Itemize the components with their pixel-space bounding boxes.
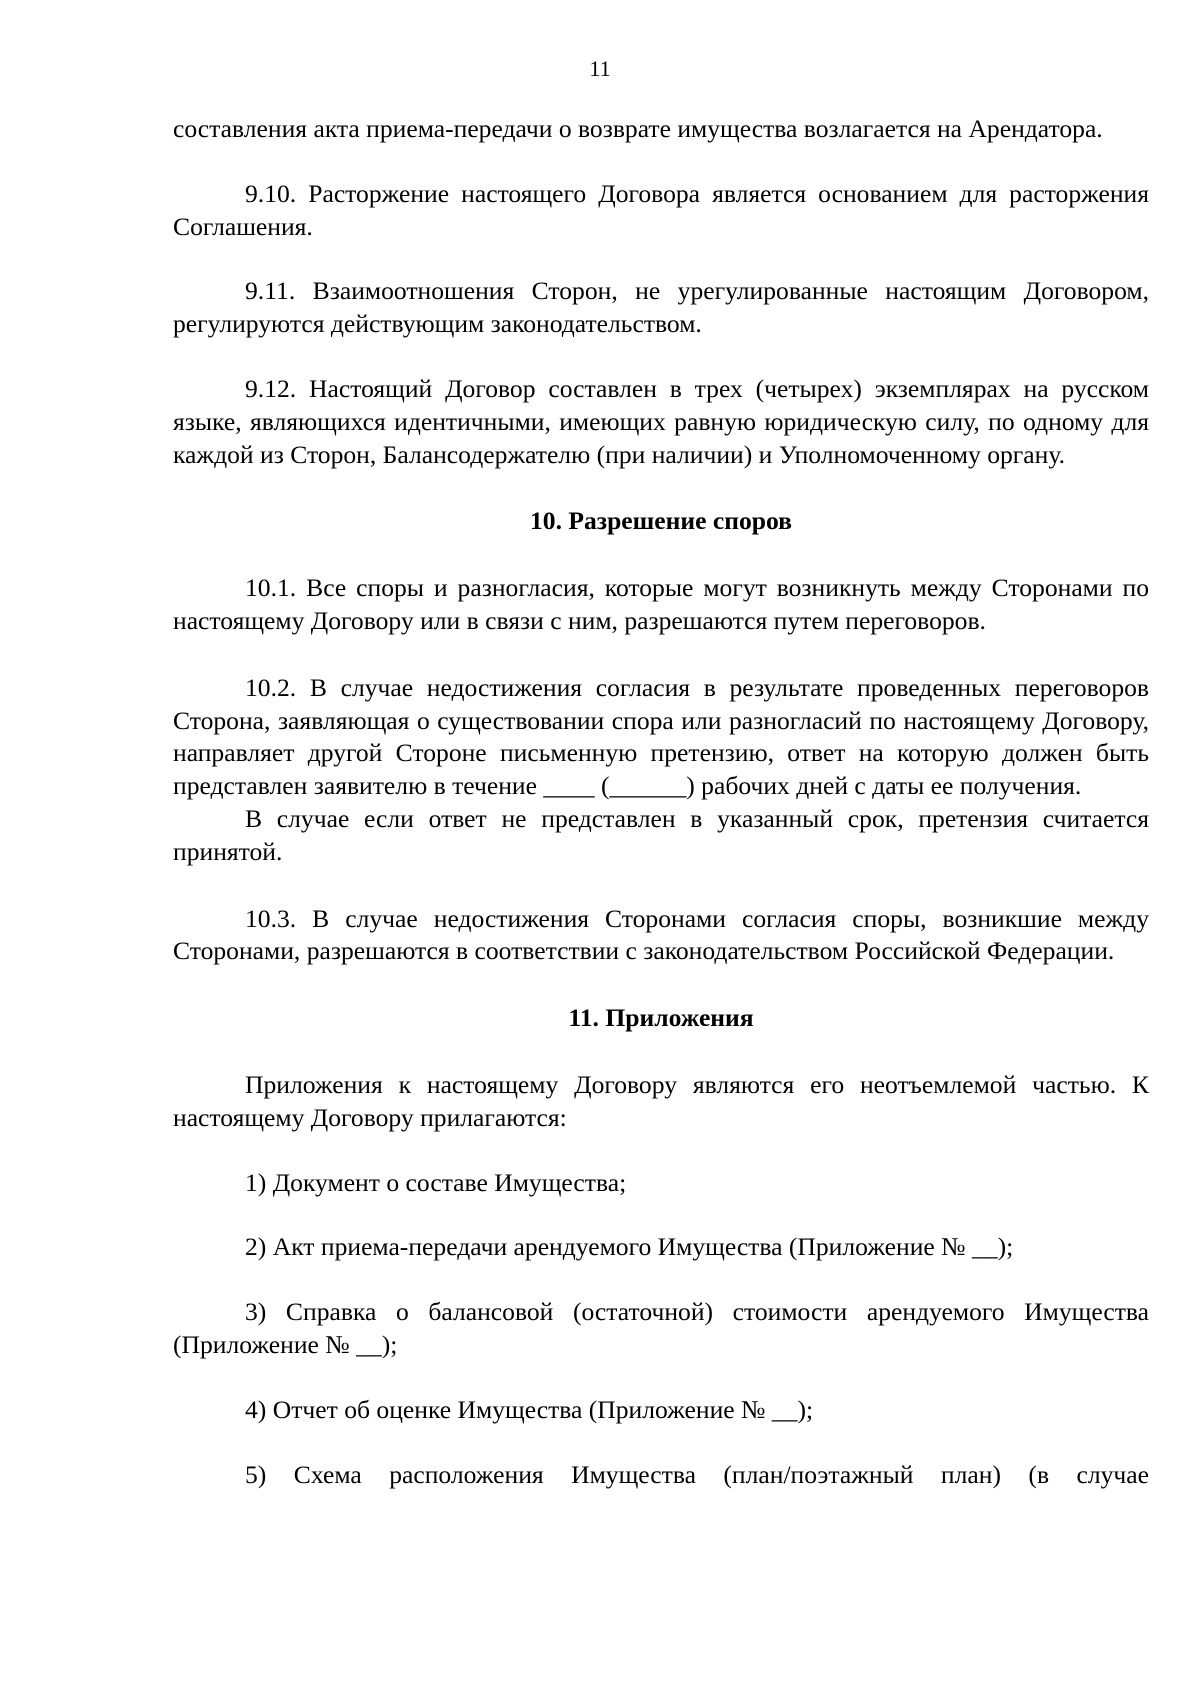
appendix-item-1: 1) Документ о составе Имущества; xyxy=(245,1167,627,1197)
page-number: 11 xyxy=(589,56,611,81)
clause-10-3: 10.3. В случае недостижения Сторонами согласия споры, возникшие между Сторонами, разрешаются в соответствии с законодательством Российской Федерации. xyxy=(173,903,1149,966)
section-heading-10: 10. Разрешение споров xyxy=(529,506,793,536)
clause-9-10: 9.10. Расторжение настоящего Договора является основанием для расторжения Соглашения. xyxy=(173,178,1149,241)
section-heading-11: 11. Приложения xyxy=(568,1003,754,1033)
document-body xyxy=(173,113,1149,1491)
clause-10-2-continuation: В случае если ответ не представлен в указанный срок, претензия считается принятой. xyxy=(173,803,1149,866)
appendix-item-5: 5) Схема расположения Имущества (план/поэтажный план) (в случае xyxy=(245,1459,1149,1489)
paragraph-continuation: составления акта приема-передачи о возврате имущества возлагается на Арендатора. xyxy=(173,114,1103,143)
clause-10-2: 10.2. В случае недостижения согласия в результате проведенных переговоров Сторона, заявляющая о существовании спора или разногласий по настоящему Договору, направляет другой Стороне письменную претензию, ответ на которую должен быть представлен заявителю в течение ____ (______) рабочих дней с даты ее получения. xyxy=(173,672,1149,801)
appendix-intro: Приложения к настоящему Договору являются его неотъемлемой частью. К настоящему Договору прилагаются: xyxy=(173,1069,1149,1132)
appendix-item-3: 3) Справка о балансовой (остаточной) стоимости арендуемого Имущества (Приложение № __); xyxy=(173,1297,1149,1359)
clause-9-11: 9.11. Взаимоотношения Сторон, не урегулированные настоящим Договором, регулируются действующим законодательством. xyxy=(173,276,1149,339)
clause-10-1: 10.1. Все споры и разногласия, которые могут возникнуть между Сторонами по настоящему Договору или в связи с ним, разрешаются путем переговоров. xyxy=(173,573,1149,635)
appendix-item-2: 2) Акт приема-передачи арендуемого Имущества (Приложение № __); xyxy=(245,1232,1014,1262)
clause-9-12: 9.12. Настоящий Договор составлен в трех (четырех) экземплярах на русском языке, являющихся идентичными, имеющих равную юридическую силу, по одному для каждой из Сторон, Балансодержателю (при наличии) и Уполномоченному органу. xyxy=(173,373,1149,469)
appendix-item-4: 4) Отчет об оценке Имущества (Приложение № __); xyxy=(245,1394,814,1424)
